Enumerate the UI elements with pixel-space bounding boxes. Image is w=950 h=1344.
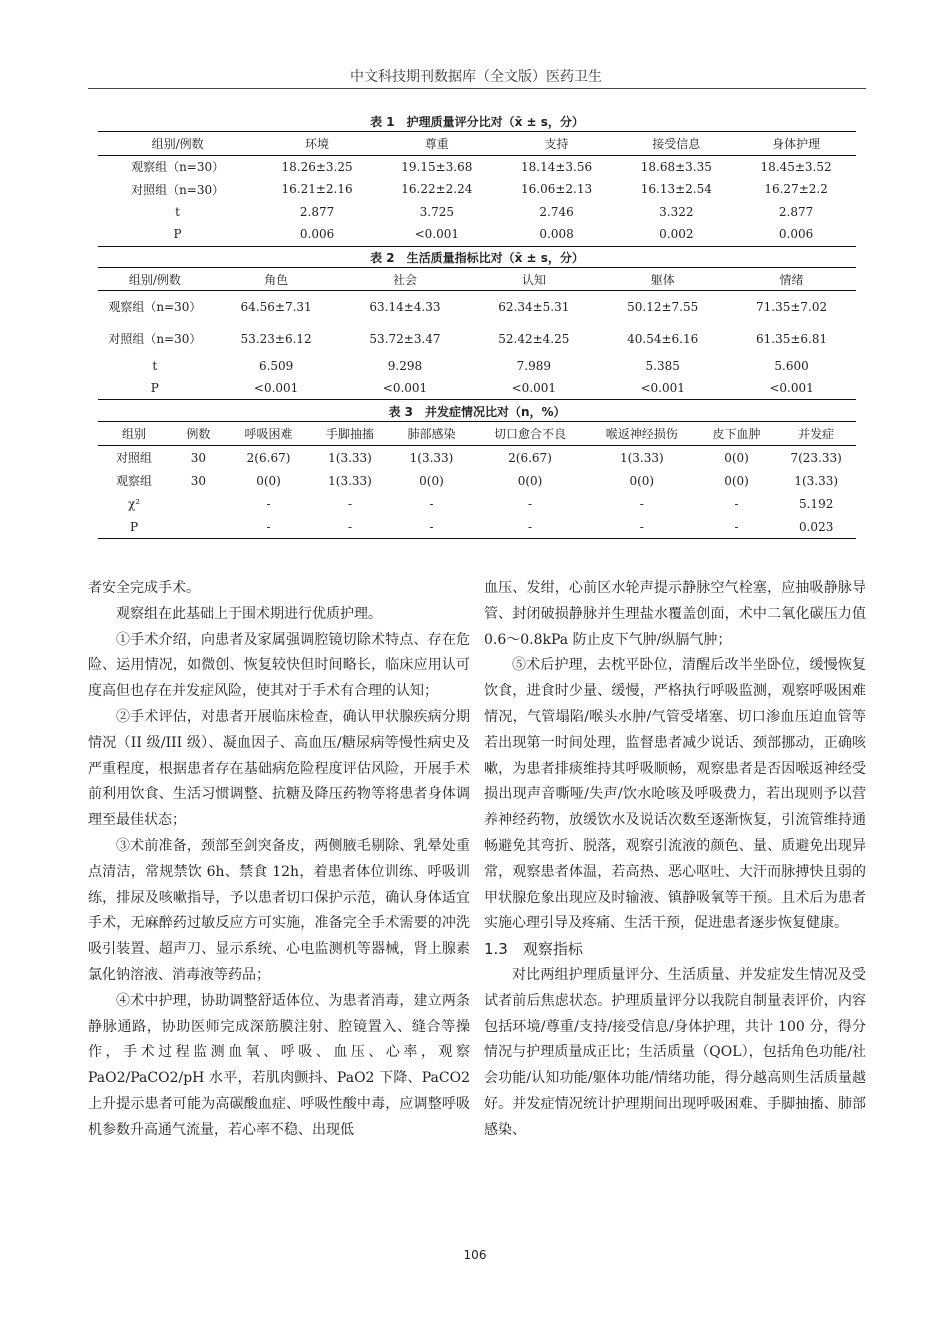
column-header: 并发症 [798,427,835,441]
page-number: 106 [463,1248,487,1262]
table-cell: 19.15±3.68 [401,159,473,174]
table-cell: 53.23±6.12 [240,332,312,346]
paragraph: ④术中护理，协助调整舒适体位、为患者消毒，建立两条静脉通路，协助医师完成深筋膜注射、腔镜置入、缝合等操作，手术过程监测血氧、呼吸、血压、心率，观察 PaO2/PaCO2/pH 水平，若肌肉颤抖、PaO2 下降、PaCO2 上升提示患者可能为高碳酸血症、呼吸性酸中毒，应调整呼吸机参数升高通气流量，若心率不稳、出现低 [88,992,470,1138]
table-cell: P [129,519,139,534]
table-cell: 0.008 [539,227,574,242]
table-row [98,323,856,355]
column-header: 组别 [121,427,146,441]
column-header: 躯体 [650,272,675,287]
table-2-grid [98,267,856,400]
column-header: 肺部感染 [407,427,456,441]
table-cell: 30 [190,473,207,488]
table-1-title: 表 1 护理质量评分比对（x̄ ± s，分） [370,115,584,129]
table-cell: 0(0) [256,473,281,488]
header-rule [88,88,866,89]
journal-header: 中文科技期刊数据库（全文版）医药卫生 [350,69,602,85]
column-header: 社会 [392,272,417,287]
table-cell: 对照组（n=30） [108,332,202,346]
column-header: 呼吸困难 [244,427,293,441]
paragraph: ⑤术后护理，去枕平卧位，清醒后改半坐卧位，缓慢恢复饮食，进食时少量、缓慢，严格执行呼吸监测，观察呼吸困难情况，气管塌陷/喉头水肿/气管受堵塞、切口渗血压迫血管等若出现第一时间处理，监督患者减少说话、颈部挪动，正确咳嗽，为患者排痰维持其呼吸顺畅，观察患者是否因喉返神经受损出现声音嘶哑/失声/饮水呛咳及呼吸费力，若出现则予以营养神经药物，放缓饮水及说话次数至逐渐恢复，引流管维持通畅避免其弯折、脱落，观察引流液的颜色、量、质避免出现异常，观察患者体温，若高热、恶心呕吐、大汗而脉搏快且弱的甲状腺危象出现应及时输液、镇静吸氧等干预。且术后为患者实施心理引导及疼痛、生活干预，促进患者逐步恢复健康。 [484,657,866,932]
table-cell: 7(23.33) [790,450,842,465]
body-column-right [484,576,866,1144]
table-cell: 61.35±6.81 [755,332,828,346]
column-header: 角色 [264,272,289,287]
table-row [98,155,856,178]
table-cell: - [266,519,271,534]
table-2-title: 表 2 生活质量指标比对（x̄ ± s，分） [370,251,584,265]
column-header: 喉返神经损伤 [605,427,678,441]
paragraph: 者安全完成手术。 [88,580,200,596]
table-cell: <0.001 [769,381,814,395]
table-cell: 62.34±5.31 [498,300,570,314]
table-cell: - [527,496,533,511]
table-cell: 2.877 [299,204,335,219]
table-cell: - [429,496,434,511]
table-cell: 1(3.33) [328,450,372,465]
column-header: 例数 [186,427,211,441]
table-cell: - [347,519,353,534]
table-row [98,515,856,539]
table-cell: 2.877 [778,204,814,219]
table-2 [98,250,856,400]
table-cell: 16.13±2.54 [640,182,712,197]
column-header: 身体护理 [772,136,821,151]
table-cell: P [173,227,182,242]
table-row [98,469,856,492]
table-cell: - [639,496,644,511]
table-cell: - [734,496,739,511]
table-cell: 3.725 [419,204,454,219]
table-cell: 16.22±2.24 [401,182,473,197]
paragraph: ①手术介绍，向患者及家属强调腔镜切除术特点、存在危险、运用情况，如微创、恢复较快但时间略长，临床应用认可度高但也存在并发症风险，使其对于手术有合理的认知； [88,631,470,700]
paragraph: 血压、发绀，心前区水轮声提示静脉空气栓塞，应抽吸静脉导管、封闭破损静脉并生理盐水覆盖创面，术中二氧化碳压力值 0.6～0.8kPa 防止皮下气肿/纵膈气肿； [484,580,866,648]
table-cell: 0(0) [419,473,444,488]
table-cell: 观察组 [115,474,152,488]
table-cell: - [639,519,644,534]
table-cell: 2.746 [539,204,574,219]
table-cell: 63.14±4.33 [369,300,441,314]
paragraph: 对比两组护理质量评分、生活质量、并发症发生情况及受试者前后焦虑状态。护理质量评分以我院自制量表评价，内容包括环境/尊重/支持/接受信息/身体护理，共计 100 分，得分情况与护理质量成正比；生活质量（QOL），包括角色功能/社会功能/认知功能/躯体功能/情绪功能，得分越高则生活质量越好。并发症情况统计护理期间出现呼吸困难、手脚抽搐、肺部感染、 [484,966,866,1138]
table-cell: 30 [190,450,207,465]
table-3-grid [98,421,856,539]
table-cell: 18.26±3.25 [281,159,353,174]
table-cell: <0.001 [640,381,685,395]
table-cell: 1(3.33) [619,450,664,465]
table-cell: <0.001 [253,381,299,395]
column-header: 组别/例数 [151,136,204,151]
table-1 [98,114,856,247]
table-row [98,492,856,515]
column-header: 情绪 [779,272,804,287]
column-header: 手脚抽搐 [326,427,375,441]
column-header: 组别/例数 [128,272,181,287]
table-cell: - [734,519,739,534]
table-cell: 64.56±7.31 [240,300,312,314]
table-cell: 18.45±3.52 [760,159,832,174]
table-cell: <0.001 [382,381,428,395]
column-header: 接受信息 [652,136,701,151]
column-header: 尊重 [424,136,449,151]
paragraph: 观察组在此基础上于围术期进行优质护理。 [116,605,382,622]
table-cell: 0(0) [724,450,749,465]
table-cell: 2(6.67) [246,450,291,465]
table-row [98,291,856,324]
table-cell: 52.42±4.25 [498,332,570,346]
table-cell: 18.14±3.56 [520,159,593,174]
table-cell: 0.006 [299,227,335,242]
table-cell: 18.68±3.35 [640,159,712,174]
table-3 [98,404,856,539]
table-cell: χ² [127,496,141,511]
table-cell: t [152,359,158,373]
table-cell: 0.002 [659,227,694,242]
table-cell: 5.385 [645,359,680,373]
column-header: 认知 [521,272,546,287]
body-column-left [88,576,470,1144]
table-cell: 对照组（n=30） [131,182,225,197]
table-row [98,355,856,377]
table-header-row [98,422,856,446]
table-cell: 5.192 [798,496,834,511]
table-cell: 7.989 [516,359,552,373]
section-heading: 1.3 观察指标 [484,940,583,959]
table-cell: 50.12±7.55 [627,300,699,314]
table-cell: 71.35±7.02 [755,300,828,314]
table-cell: 0.006 [778,227,814,242]
table-cell: 1(3.33) [794,473,839,488]
table-row [98,446,856,470]
table-cell: 观察组（n=30） [108,300,202,314]
table-3-title: 表 3 并发症情况比对（n，%） [388,405,566,419]
table-cell: 53.72±3.47 [369,332,441,346]
table-cell: 2(6.67) [508,450,552,465]
table-cell [170,515,227,539]
table-cell: - [429,519,434,534]
table-header-row [98,132,856,156]
table-cell: 0.023 [798,519,834,534]
table-cell: 对照组 [115,451,152,465]
table-cell: 0(0) [517,473,543,488]
table-cell: 0(0) [724,473,749,488]
table-cell: 9.298 [387,359,423,373]
table-cell: 3.322 [659,204,694,219]
table-cell: 40.54±6.16 [627,332,699,346]
table-cell: - [347,496,353,511]
paragraph: ③术前准备，颈部至剑突备皮，两侧腋毛剔除、乳晕处重点清洁，常规禁饮 6h、禁食 12h，着患者体位训练、呼吸训练，排尿及咳嗽指导，予以患者切口保护示范，确认身体适宜手术，无麻醉药过敏反应方可实施，准备完全手术需要的冲洗吸引装置、超声刀、显示系统、心电监测机等器械，肾上腺素氯化钠溶液、消毒液等药品； [88,837,470,983]
table-cell: - [527,519,533,534]
table-row [98,377,856,400]
paragraph: ②手术评估，对患者开展临床检查，确认甲状腺疾病分期情况（II 级/III 级）、凝血因子、高血压/糖尿病等慢性病史及严重程度，根据患者存在基础病危险程度评估风险，开展手术前利用饮食、生活习惯调整、抗糖及降压药物等将患者身体调理至最佳状态； [88,708,470,829]
table-cell: 16.06±2.13 [520,182,593,197]
table-cell: t [175,204,180,219]
column-header: 切口愈合不良 [494,427,567,441]
table-1-grid [98,131,856,247]
table-cell [170,492,227,515]
table-cell: <0.001 [511,381,557,395]
table-cell: 16.21±2.16 [281,182,353,197]
column-header: 环境 [305,136,330,151]
table-row [98,178,856,201]
table-cell: 1(3.33) [409,450,454,465]
column-header: 支持 [544,136,569,151]
table-cell: 观察组（n=30） [131,160,225,175]
table-cell: 6.509 [258,359,294,373]
table-cell: 0(0) [629,473,655,488]
table-row [98,201,856,224]
table-header-row [98,268,856,291]
table-row [98,223,856,246]
table-cell: P [150,381,159,395]
table-cell: <0.001 [414,227,460,242]
table-cell: - [266,496,271,511]
table-cell: 1(3.33) [328,473,372,488]
table-cell: 5.600 [774,359,809,373]
column-header: 皮下血肿 [712,427,761,441]
table-cell: 16.27±2.2 [764,182,828,197]
